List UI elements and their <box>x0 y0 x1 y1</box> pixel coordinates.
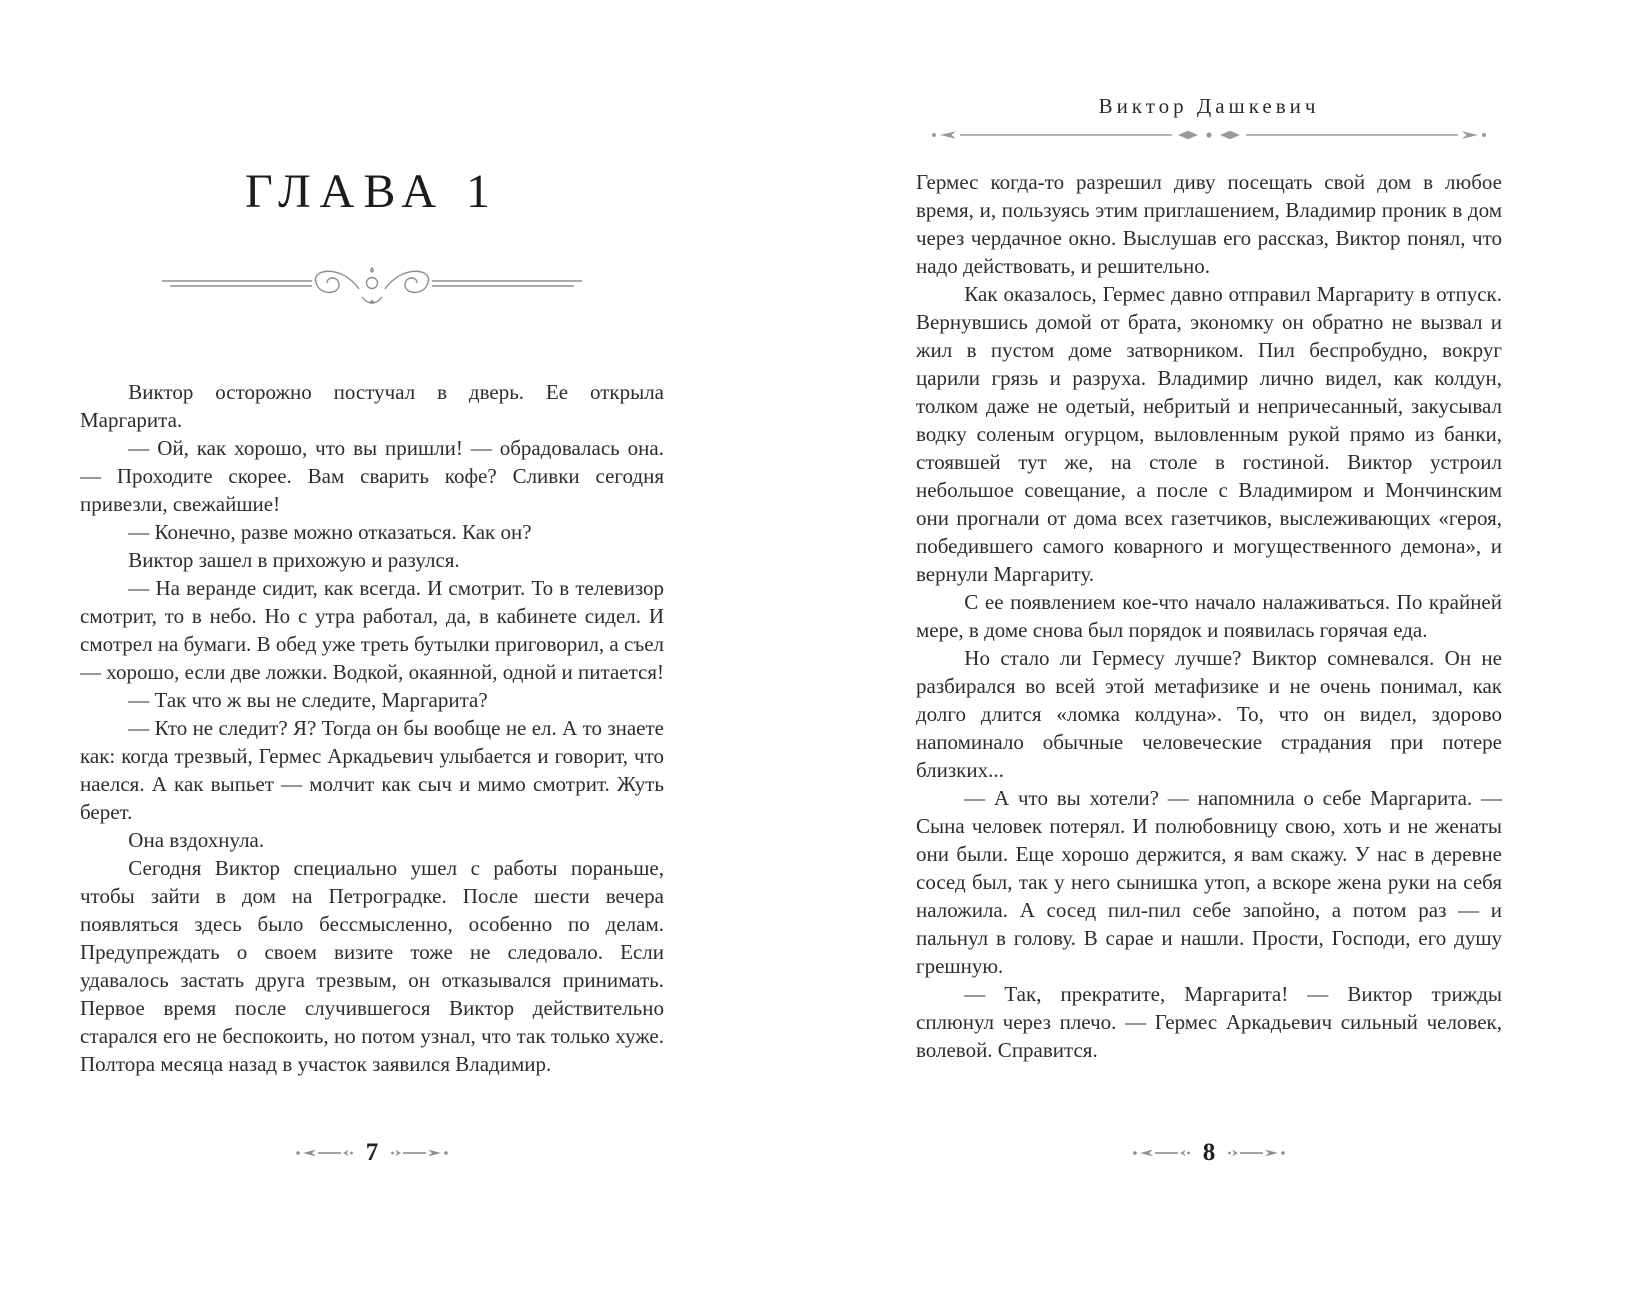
chapter-flourish-icon <box>162 258 582 314</box>
paragraph: — Ой, как хорошо, что вы пришли! — обрадовалась она. — Проходите скорее. Вам сварить кофе? Сливки сегодня привезли, свежайшие! <box>80 436 664 516</box>
paragraph: Виктор осторожно постучал в дверь. Ее открыла Маргарита. <box>80 380 664 432</box>
header-rule-icon <box>929 127 1489 143</box>
paragraph: — А что вы хотели? — напомнила о себе Маргарита. — Сына человек потерял. И полюбовницу свою, хоть и не женаты они были. Еще хорошо держится, я вам скажу. У нас в деревне сосед был, так у него сынишка утоп, а вскоре жена руки на себя наложила. А сосед пил-пил себе запойно, а потом раз — и пальнул в голову. В сарае и нашли. Прости, Господи, его душу грешную. <box>916 786 1502 978</box>
page-number-ornament-right-icon <box>391 1147 449 1159</box>
paragraph: Она вздохнула. <box>128 828 265 852</box>
paragraph: Сегодня Виктор специально ушел с работы пораньше, чтобы зайти в дом на Петроградке. После шести вечера появляться здесь было бессмысленно, особенно по делам. Предупреждать о своем визите тоже не следовало. Если удавалось застать друга трезвым, он отказывался принимать. Первое время после случившегося Виктор действительно старался его не беспокоить, но потом узнал, что так только хуже. Полтора месяца назад в участок заявился Владимир. <box>80 856 664 1076</box>
chapter-ornament <box>80 258 664 314</box>
page-number-ornament-right-icon <box>1228 1147 1286 1159</box>
paragraph: Виктор зашел в прихожую и разулся. <box>128 548 460 572</box>
paragraph: — Кто не следит? Я? Тогда он бы вообще не ел. А то знаете как: когда трезвый, Гермес Аркадьевич улыбается и говорит, что наелся. А как выпьет — молчит как сыч и мимо смотрит. Жуть берет. <box>80 716 664 824</box>
header-rule <box>916 126 1502 144</box>
running-header: Виктор Дашкевич <box>1098 94 1320 118</box>
paragraph: — Конечно, разве можно отказаться. Как он? <box>128 520 532 544</box>
page-left <box>80 0 664 1316</box>
page-number-ornament-left-icon <box>295 1147 353 1159</box>
paragraph: — На веранде сидит, как всегда. И смотрит. То в телевизор смотрит, то в небо. Но с утра работал, да, в кабинете сидел. И смотрел на бумаги. В обед уже треть бутылки приговорил, а съел — хорошо, если две ложки. Водкой, окаянной, одной и питается! <box>80 576 665 684</box>
paragraph: Но стало ли Гермесу лучше? Виктор сомневался. Он не разбирался во всей этой метафизике и не очень понимал, как долго длится «ломка колдуна». То, что он видел, здорово напоминало обычные человеческие страдания при потере близких... <box>916 646 1502 782</box>
chapter-title: ГЛАВА 1 <box>244 165 499 218</box>
paragraph: С ее появлением кое-что начало налаживаться. По крайней мере, в доме снова был порядок и появилась горячая еда. <box>916 590 1502 642</box>
paragraph: — Так, прекратите, Маргарита! — Виктор трижды сплюнул через плечо. — Гермес Аркадьевич сильный человек, волевой. Справится. <box>916 982 1502 1062</box>
right-page-text <box>916 168 1502 1064</box>
page-number: 7 <box>365 1139 379 1166</box>
left-page-footer <box>80 1140 664 1165</box>
page-right <box>916 0 1502 1316</box>
left-page-text <box>80 378 664 1078</box>
page-number-ornament-left-icon <box>1132 1147 1190 1159</box>
paragraph: — Так что ж вы не следите, Маргарита? <box>128 688 488 712</box>
right-page-footer <box>916 1140 1502 1165</box>
paragraph: Гермес когда-то разрешил диву посещать свой дом в любое время, и, пользуясь этим приглашением, Владимир проник в дом через чердачное окно. Выслушав его рассказ, Виктор понял, что надо действовать, и решительно. <box>916 170 1502 278</box>
paragraph: Как оказалось, Гермес давно отправил Маргариту в отпуск. Вернувшись домой от брата, экономку он обратно не вызвал и жил в пустом доме затворником. Пил беспробудно, вокруг царили грязь и разруха. Владимир лично видел, как колдун, толком даже не одетый, небритый и непричесанный, закусывал водку соленым огурцом, выловленным рукой прямо из банки, стоявшей тут же, на столе в гостиной. Виктор устроил небольшое совещание, а после с Владимиром и Мончинским они прогнали от дома всех газетчиков, выслеживающих «героя, победившего самого коварного и могущественного демона», и вернули Маргариту. <box>916 282 1502 586</box>
page-number: 8 <box>1202 1139 1216 1166</box>
